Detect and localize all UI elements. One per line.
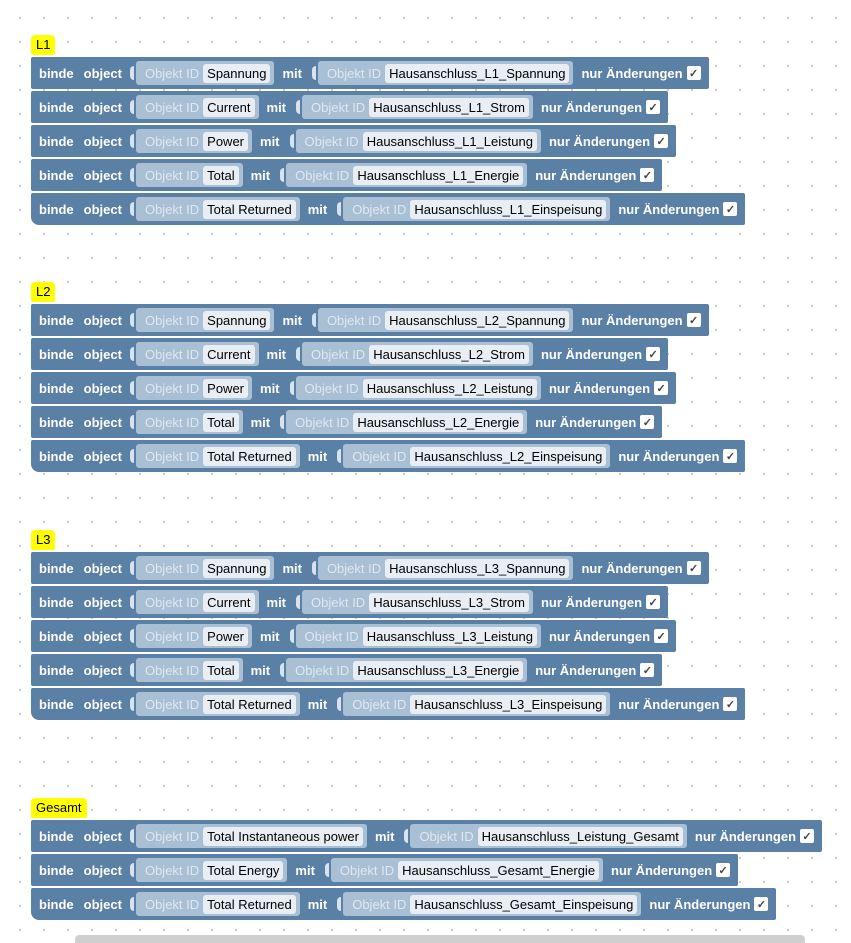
bind-object-block[interactable] (31, 620, 676, 652)
mit-keyword: mit (374, 828, 395, 844)
only-changes-checkbox[interactable]: ✓ (723, 697, 737, 711)
block-group (31, 35, 745, 227)
mit-keyword: mit (266, 99, 287, 115)
objekt-id-label: Objekt ID (144, 65, 200, 81)
block-group (31, 798, 822, 922)
object-id-block[interactable] (136, 892, 300, 916)
target-object-field[interactable]: Hausanschluss_L1_Spannung (385, 64, 569, 83)
objekt-id-label: Objekt ID (144, 414, 200, 430)
target-object-field[interactable]: Hausanschluss_L1_Einspeisung (410, 200, 606, 219)
objekt-id-label: Objekt ID (326, 65, 382, 81)
bind-object-block[interactable] (31, 586, 668, 618)
only-changes-checkbox[interactable]: ✓ (654, 381, 668, 395)
bind-object-block[interactable] (31, 304, 709, 336)
objekt-id-label: Objekt ID (144, 828, 200, 844)
object-name-field[interactable]: Total Returned (203, 200, 296, 219)
objekt-id-label: Objekt ID (352, 448, 407, 464)
object-id-block[interactable] (136, 824, 367, 848)
only-changes-checkbox[interactable]: ✓ (687, 313, 701, 327)
bind-object-block[interactable] (31, 57, 709, 89)
input-connector (404, 829, 408, 843)
object-id-block[interactable] (136, 692, 300, 716)
mit-keyword: mit (250, 662, 271, 678)
only-changes-checkbox[interactable]: ✓ (723, 202, 737, 216)
binde-keyword: binde (39, 133, 74, 149)
object-keyword: object (83, 662, 122, 678)
input-connector (337, 897, 341, 911)
bind-object-block[interactable] (31, 338, 668, 370)
mit-keyword: mit (295, 862, 315, 878)
objekt-id-label: Objekt ID (144, 662, 200, 678)
object-name-field[interactable]: Power (203, 132, 248, 151)
bind-object-block[interactable] (31, 193, 745, 225)
objekt-id-label: Objekt ID (144, 312, 200, 328)
only-changes-label: nur Änderungen (535, 662, 637, 678)
objekt-id-label: Objekt ID (144, 201, 200, 217)
object-keyword: object (83, 65, 122, 81)
objekt-id-label: Objekt ID (144, 99, 200, 115)
only-changes-checkbox[interactable]: ✓ (687, 66, 701, 80)
object-name-field[interactable]: Total (203, 166, 238, 185)
object-name-field[interactable]: Power (203, 627, 248, 646)
object-id-block[interactable] (136, 163, 243, 187)
objekt-id-label: Objekt ID (339, 862, 395, 878)
object-name-field[interactable]: Current (203, 98, 254, 117)
only-changes-label: nur Änderungen (618, 696, 720, 712)
only-changes-checkbox[interactable]: ✓ (640, 663, 654, 677)
input-connector (130, 663, 134, 677)
bind-object-block[interactable] (31, 91, 668, 123)
mit-keyword: mit (266, 594, 287, 610)
input-connector (130, 697, 134, 711)
target-object-field[interactable]: Hausanschluss_L2_Einspeisung (410, 447, 606, 466)
object-keyword: object (83, 414, 122, 430)
bind-object-block[interactable] (31, 406, 662, 438)
objekt-id-label: Objekt ID (144, 628, 200, 644)
only-changes-checkbox[interactable]: ✓ (800, 829, 814, 843)
objekt-id-label: Objekt ID (295, 414, 350, 430)
target-object-field[interactable]: Hausanschluss_L3_Einspeisung (410, 695, 606, 714)
object-keyword: object (83, 696, 122, 712)
objekt-id-label: Objekt ID (144, 696, 200, 712)
target-object-field[interactable]: Hausanschluss_L2_Leistung (363, 379, 537, 398)
target-object-id-block[interactable] (343, 444, 610, 468)
input-connector (130, 66, 134, 80)
objekt-id-label: Objekt ID (304, 628, 359, 644)
object-id-block[interactable] (136, 197, 300, 221)
binde-keyword: binde (39, 696, 74, 712)
object-name-field[interactable]: Total Returned (203, 895, 296, 914)
input-connector (312, 313, 316, 327)
bind-object-block[interactable] (31, 125, 676, 157)
object-keyword: object (83, 896, 122, 912)
group-label[interactable]: L2 (31, 282, 55, 302)
target-object-field[interactable]: Hausanschluss_L1_Leistung (363, 132, 537, 151)
target-object-id-block[interactable] (296, 129, 541, 153)
binde-keyword: binde (39, 414, 74, 430)
target-object-id-block[interactable] (302, 590, 533, 614)
target-object-id-block[interactable] (343, 197, 610, 221)
input-connector (130, 561, 134, 575)
binde-keyword: binde (39, 65, 74, 81)
target-object-field[interactable]: Hausanschluss_Gesamt_Energie (398, 861, 599, 880)
input-connector (337, 697, 341, 711)
binde-keyword: binde (39, 896, 74, 912)
objekt-id-label: Objekt ID (311, 99, 366, 115)
object-keyword: object (83, 380, 122, 396)
input-connector (296, 100, 300, 114)
objekt-id-label: Objekt ID (144, 448, 200, 464)
object-keyword: object (83, 133, 122, 149)
input-connector (312, 66, 316, 80)
input-connector (130, 897, 134, 911)
binde-keyword: binde (39, 628, 74, 644)
only-changes-label: nur Änderungen (581, 65, 683, 81)
only-changes-label: nur Änderungen (548, 380, 651, 396)
only-changes-checkbox[interactable]: ✓ (716, 863, 730, 877)
group-label[interactable]: L1 (31, 35, 55, 55)
binde-keyword: binde (39, 99, 74, 115)
object-name-field[interactable]: Total Energy (203, 861, 283, 880)
horizontal-scrollbar[interactable] (75, 935, 805, 943)
target-object-id-block[interactable] (410, 824, 686, 848)
target-object-id-block[interactable] (318, 61, 574, 85)
object-keyword: object (83, 862, 122, 878)
object-name-field[interactable]: Total Instantaneous power (203, 827, 363, 846)
input-connector (290, 381, 294, 395)
input-connector (130, 415, 134, 429)
binde-keyword: binde (39, 828, 74, 844)
target-object-id-block[interactable] (318, 308, 574, 332)
objekt-id-label: Objekt ID (144, 862, 200, 878)
only-changes-checkbox[interactable]: ✓ (654, 629, 668, 643)
bind-object-block[interactable] (31, 820, 822, 852)
objekt-id-label: Objekt ID (326, 560, 382, 576)
mit-keyword: mit (266, 346, 287, 362)
binde-keyword: binde (39, 380, 74, 396)
mit-keyword: mit (307, 696, 328, 712)
object-id-block[interactable] (136, 129, 252, 153)
target-object-id-block[interactable] (318, 556, 574, 580)
object-name-field[interactable]: Current (203, 345, 254, 364)
target-object-field[interactable]: Hausanschluss_L1_Strom (369, 98, 529, 117)
object-id-block[interactable] (136, 444, 300, 468)
object-name-field[interactable]: Total (203, 413, 238, 432)
object-keyword: object (83, 448, 122, 464)
objekt-id-label: Objekt ID (144, 594, 200, 610)
input-connector (312, 561, 316, 575)
target-object-id-block[interactable] (286, 163, 527, 187)
mit-keyword: mit (260, 133, 280, 149)
input-connector (325, 863, 329, 877)
binde-keyword: binde (39, 201, 74, 217)
bind-object-block[interactable] (31, 552, 709, 584)
objekt-id-label: Objekt ID (144, 380, 200, 396)
input-connector (130, 629, 134, 643)
objekt-id-label: Objekt ID (304, 380, 359, 396)
input-connector (290, 629, 294, 643)
bind-object-block[interactable] (31, 688, 745, 720)
only-changes-checkbox[interactable]: ✓ (646, 347, 660, 361)
objekt-id-label: Objekt ID (295, 167, 350, 183)
object-keyword: object (83, 828, 122, 844)
bind-object-block[interactable] (31, 159, 662, 191)
objekt-id-label: Objekt ID (352, 896, 407, 912)
objekt-id-label: Objekt ID (352, 696, 407, 712)
object-name-field[interactable]: Power (203, 379, 248, 398)
input-connector (130, 829, 134, 843)
object-name-field[interactable]: Current (203, 593, 254, 612)
object-id-block[interactable] (136, 858, 287, 882)
target-object-field[interactable]: Hausanschluss_L3_Spannung (385, 559, 569, 578)
object-keyword: object (83, 560, 122, 576)
target-object-field[interactable]: Hausanschluss_L3_Energie (353, 661, 523, 680)
bind-object-block[interactable] (31, 654, 662, 686)
target-object-id-block[interactable] (343, 692, 610, 716)
target-object-id-block[interactable] (302, 342, 533, 366)
input-connector (130, 134, 134, 148)
target-object-id-block[interactable] (296, 624, 541, 648)
target-object-id-block[interactable] (296, 376, 541, 400)
input-connector (280, 415, 284, 429)
input-connector (130, 381, 134, 395)
mit-keyword: mit (250, 167, 271, 183)
only-changes-label: nur Änderungen (694, 828, 797, 844)
input-connector (296, 595, 300, 609)
object-id-block[interactable] (136, 95, 259, 119)
mit-keyword: mit (260, 380, 280, 396)
input-connector (290, 134, 294, 148)
input-connector (337, 449, 341, 463)
object-name-field[interactable]: Spannung (203, 559, 270, 578)
target-object-field[interactable]: Hausanschluss_L1_Energie (353, 166, 523, 185)
binde-keyword: binde (39, 346, 74, 362)
target-object-field[interactable]: Hausanschluss_L2_Energie (353, 413, 523, 432)
target-object-id-block[interactable] (302, 95, 533, 119)
bind-object-block[interactable] (31, 888, 776, 920)
objekt-id-label: Objekt ID (144, 133, 200, 149)
object-name-field[interactable]: Total (203, 661, 238, 680)
block-group (31, 530, 745, 722)
object-id-block[interactable] (136, 342, 259, 366)
objekt-id-label: Objekt ID (304, 133, 359, 149)
only-changes-label: nur Änderungen (618, 201, 720, 217)
binde-keyword: binde (39, 560, 74, 576)
object-name-field[interactable]: Total Returned (203, 447, 296, 466)
binde-keyword: binde (39, 862, 74, 878)
only-changes-checkbox[interactable]: ✓ (640, 168, 654, 182)
mit-keyword: mit (307, 201, 328, 217)
only-changes-label: nur Änderungen (611, 862, 713, 878)
objekt-id-label: Objekt ID (144, 896, 200, 912)
input-connector (130, 202, 134, 216)
only-changes-checkbox[interactable]: ✓ (754, 897, 768, 911)
objekt-id-label: Objekt ID (144, 560, 200, 576)
binde-keyword: binde (39, 167, 74, 183)
input-connector (337, 202, 341, 216)
mit-keyword: mit (282, 65, 302, 81)
object-keyword: object (83, 201, 122, 217)
object-keyword: object (83, 594, 122, 610)
only-changes-checkbox[interactable]: ✓ (646, 595, 660, 609)
only-changes-label: nur Änderungen (618, 448, 720, 464)
mit-keyword: mit (307, 448, 328, 464)
input-connector (130, 168, 134, 182)
only-changes-checkbox[interactable]: ✓ (687, 561, 701, 575)
only-changes-label: nur Änderungen (540, 346, 643, 362)
group-label[interactable]: L3 (31, 530, 55, 550)
mit-keyword: mit (250, 414, 271, 430)
binde-keyword: binde (39, 662, 74, 678)
binde-keyword: binde (39, 594, 74, 610)
object-id-block[interactable] (136, 556, 274, 580)
object-id-block[interactable] (136, 376, 252, 400)
mit-keyword: mit (282, 312, 302, 328)
object-keyword: object (83, 99, 122, 115)
only-changes-checkbox[interactable]: ✓ (723, 449, 737, 463)
bind-object-block[interactable] (31, 372, 676, 404)
objekt-id-label: Objekt ID (419, 828, 474, 844)
binde-keyword: binde (39, 312, 74, 328)
binde-keyword: binde (39, 448, 74, 464)
objekt-id-label: Objekt ID (144, 167, 200, 183)
object-name-field[interactable]: Total Returned (203, 695, 296, 714)
object-id-block[interactable] (136, 308, 274, 332)
object-keyword: object (83, 346, 122, 362)
only-changes-label: nur Änderungen (540, 594, 643, 610)
only-changes-label: nur Änderungen (649, 896, 751, 912)
only-changes-checkbox[interactable]: ✓ (646, 100, 660, 114)
target-object-field[interactable]: Hausanschluss_L3_Strom (369, 593, 529, 612)
target-object-id-block[interactable] (331, 858, 603, 882)
input-connector (296, 347, 300, 361)
target-object-field[interactable]: Hausanschluss_L2_Spannung (385, 311, 569, 330)
input-connector (130, 863, 134, 877)
object-id-block[interactable] (136, 624, 252, 648)
only-changes-checkbox[interactable]: ✓ (654, 134, 668, 148)
object-keyword: object (83, 628, 122, 644)
mit-keyword: mit (282, 560, 302, 576)
object-id-block[interactable] (136, 410, 243, 434)
objekt-id-label: Objekt ID (295, 662, 350, 678)
objekt-id-label: Objekt ID (311, 346, 366, 362)
input-connector (280, 663, 284, 677)
object-name-field[interactable]: Spannung (203, 311, 270, 330)
objekt-id-label: Objekt ID (326, 312, 382, 328)
input-connector (280, 168, 284, 182)
only-changes-checkbox[interactable]: ✓ (640, 415, 654, 429)
object-keyword: object (83, 167, 122, 183)
input-connector (130, 313, 134, 327)
input-connector (130, 100, 134, 114)
mit-keyword: mit (307, 896, 328, 912)
input-connector (130, 595, 134, 609)
only-changes-label: nur Änderungen (548, 133, 651, 149)
object-keyword: object (83, 312, 122, 328)
only-changes-label: nur Änderungen (548, 628, 651, 644)
input-connector (130, 449, 134, 463)
only-changes-label: nur Änderungen (535, 414, 637, 430)
objekt-id-label: Objekt ID (144, 346, 200, 362)
only-changes-label: nur Änderungen (581, 560, 683, 576)
block-group (31, 282, 745, 474)
objekt-id-label: Objekt ID (311, 594, 366, 610)
input-connector (130, 347, 134, 361)
object-id-block[interactable] (136, 590, 259, 614)
object-id-block[interactable] (136, 658, 243, 682)
bind-object-block[interactable] (31, 440, 745, 472)
mit-keyword: mit (260, 628, 280, 644)
target-object-field[interactable]: Hausanschluss_Leistung_Gesamt (478, 827, 683, 846)
group-label[interactable]: Gesamt (31, 798, 87, 818)
only-changes-label: nur Änderungen (540, 99, 643, 115)
objekt-id-label: Objekt ID (352, 201, 407, 217)
target-object-id-block[interactable] (343, 892, 641, 916)
target-object-id-block[interactable] (286, 410, 527, 434)
target-object-field[interactable]: Hausanschluss_L3_Leistung (363, 627, 537, 646)
only-changes-label: nur Änderungen (535, 167, 637, 183)
target-object-field[interactable]: Hausanschluss_Gesamt_Einspeisung (410, 895, 637, 914)
target-object-id-block[interactable] (286, 658, 527, 682)
target-object-field[interactable]: Hausanschluss_L2_Strom (369, 345, 529, 364)
bind-object-block[interactable] (31, 854, 738, 886)
only-changes-label: nur Änderungen (581, 312, 683, 328)
object-id-block[interactable] (136, 61, 274, 85)
object-name-field[interactable]: Spannung (203, 64, 270, 83)
